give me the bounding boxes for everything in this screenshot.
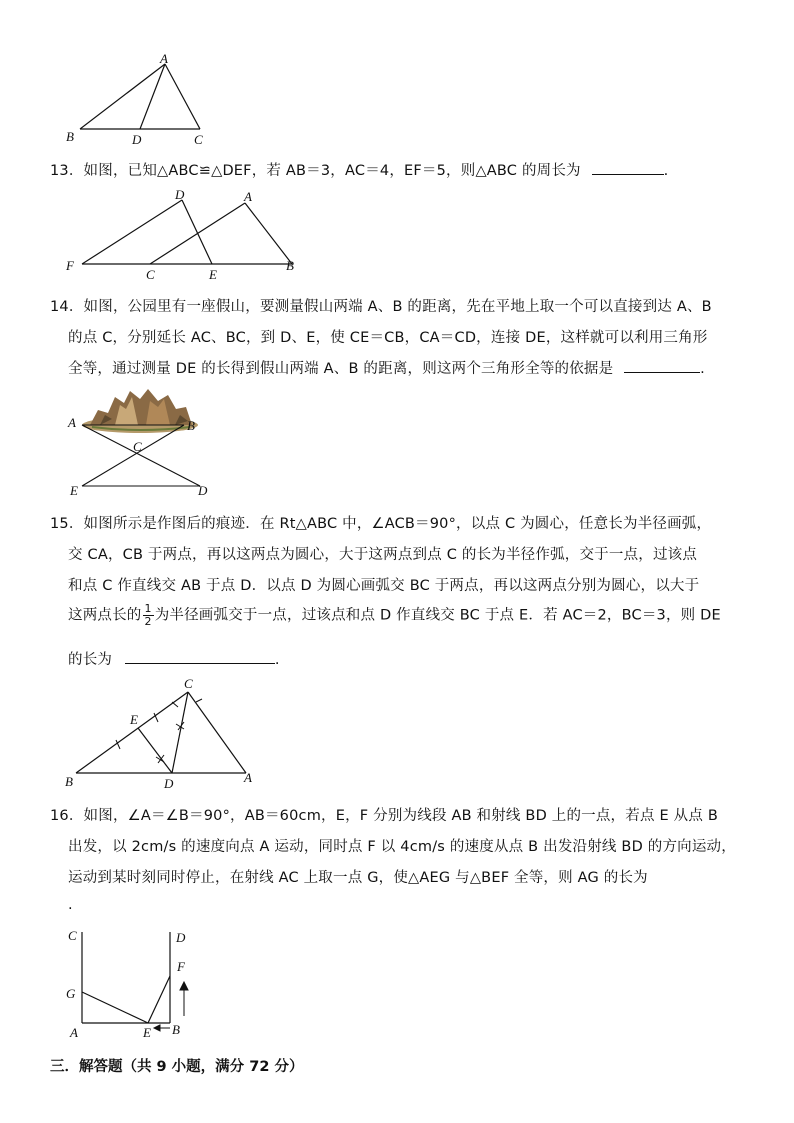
q16-figure <box>60 920 210 1045</box>
q15-end: . <box>274 652 280 668</box>
q15-answer-blank[interactable] <box>125 649 275 664</box>
q16-label-a: A <box>70 1025 78 1040</box>
q14-label-c: C <box>133 439 142 454</box>
q14-line3: 全等，通过测量 DE 的长得到假山两端 A、B 的距离，则这两个三角形全等的依据是 <box>68 361 614 377</box>
q13-question <box>50 159 668 180</box>
q15-label-a: A <box>244 770 252 785</box>
q15-line5-text: 的长为 <box>68 652 113 668</box>
q12-label-c: C <box>194 132 203 147</box>
q14-answer-blank[interactable] <box>624 358 700 373</box>
q14-line2: 的点 C，分别延长 AC、BC，到 D、E，使 CE＝CB，CA＝CD，连接 DE，这样就可以利用三角形 <box>68 330 708 346</box>
q15-line1: 15．如图所示是作图后的痕迹．在 Rt△ABC 中，∠ACB＝90°，以点 C 为圆心，任意长为半径画弧， <box>50 516 712 532</box>
q14-line1: 14．如图，公园里有一座假山，要测量假山两端 A、B 的距离，先在平地上取一个可以直接到达 A、B <box>50 299 712 315</box>
section3-title: 三．解答题（共 9 小题，满分 72 分） <box>50 1059 304 1075</box>
q12-label-d: D <box>132 132 142 147</box>
q13-line-AB <box>245 203 292 264</box>
q14-figure <box>60 385 220 500</box>
q16-label-f: F <box>177 959 185 974</box>
q14-line-AD <box>82 425 200 486</box>
q14-label-e: E <box>70 483 78 498</box>
q16-label-c: C <box>68 928 77 943</box>
q15-frac-num: 1 <box>144 602 152 615</box>
q12-label-b: B <box>66 129 74 144</box>
q15-label-e: E <box>130 712 138 727</box>
q12-line-AC <box>165 64 200 129</box>
q13-label-a: A <box>244 189 252 204</box>
q13-line-CA <box>150 203 245 264</box>
q14-label-a: A <box>68 415 76 430</box>
q16-line2: 出发，以 2cm/s 的速度向点 A 运动，同时点 F 以 4cm/s 的速度从点 B 出发沿射线 BD 的方向运动， <box>68 839 736 855</box>
q13-end: . <box>663 163 669 179</box>
q13-label-f: F <box>66 258 74 273</box>
q16-label-d: D <box>176 930 186 945</box>
q16-line1: 16．如图，∠A＝∠B＝90°，AB＝60cm，E，F 分别为线段 AB 和射线 BD 上的一点，若点 E 从点 B <box>50 808 718 824</box>
q13-text: 13．如图，已知△ABC≌△DEF，若 AB＝3，AC＝4，EF＝5，则△ABC 的周长为 <box>50 163 581 179</box>
q15-line-BC <box>76 692 188 773</box>
q15-line4b: 为半径画弧交于一点，过该点和点 D 作直线交 BC 于点 E．若 AC＝2，BC＝3，则 DE <box>154 607 721 624</box>
q15-line-DE <box>138 728 172 773</box>
q16-line3: 运动到某时刻同时停止，在射线 AC 上取一点 G，使△AEG 与△BEF 全等，则 AG 的长为 <box>68 870 648 886</box>
q15-figure <box>60 672 270 792</box>
q14-label-d: D <box>198 483 208 498</box>
q13-label-e: E <box>209 267 217 280</box>
q15-line4a: 这两点长的 <box>68 607 142 624</box>
q15-line5 <box>68 648 280 669</box>
q13-line-DE <box>182 200 212 264</box>
q13-label-c: C <box>146 267 155 280</box>
q15-line3: 和点 C 作直线交 AB 于点 D．以点 D 为圆心画弧交 BC 于两点，再以这两点分别为圆心，以大于 <box>68 578 700 594</box>
q15-label-b: B <box>65 774 73 789</box>
q15-label-c: C <box>184 676 193 691</box>
q12-figure <box>60 50 220 150</box>
q14-line3-wrap <box>68 357 705 378</box>
q16-line-GE <box>82 992 148 1023</box>
q16-arrows <box>154 982 188 1031</box>
q16-line-EF <box>148 976 170 1023</box>
q13-answer-blank[interactable] <box>592 160 664 175</box>
q15-fraction <box>143 603 154 628</box>
q13-label-b: B <box>286 258 294 273</box>
q13-line-FD <box>82 200 182 264</box>
q16-label-g: G <box>66 986 76 1001</box>
q16-label-b: B <box>172 1022 180 1037</box>
q13-figure <box>60 185 310 280</box>
q14-end: . <box>700 361 705 377</box>
q15-label-d: D <box>164 776 174 791</box>
q16-line4: . <box>68 897 73 913</box>
q14-label-b: B <box>187 418 195 433</box>
q13-label-d: D <box>175 187 185 202</box>
q15-frac-den: 2 <box>144 615 152 628</box>
q15-arc-marks <box>116 699 202 763</box>
q12-label-a: A <box>160 51 168 66</box>
q14-line-BE <box>82 425 184 486</box>
q15-line2: 交 CA，CB 于两点，再以这两点为圆心，大于这两点到点 C 的长为半径作弧，交于一点，过该点 <box>68 547 698 563</box>
q16-label-e: E <box>143 1025 151 1040</box>
q15-line4 <box>68 603 721 628</box>
q15-line-CA <box>188 692 246 773</box>
